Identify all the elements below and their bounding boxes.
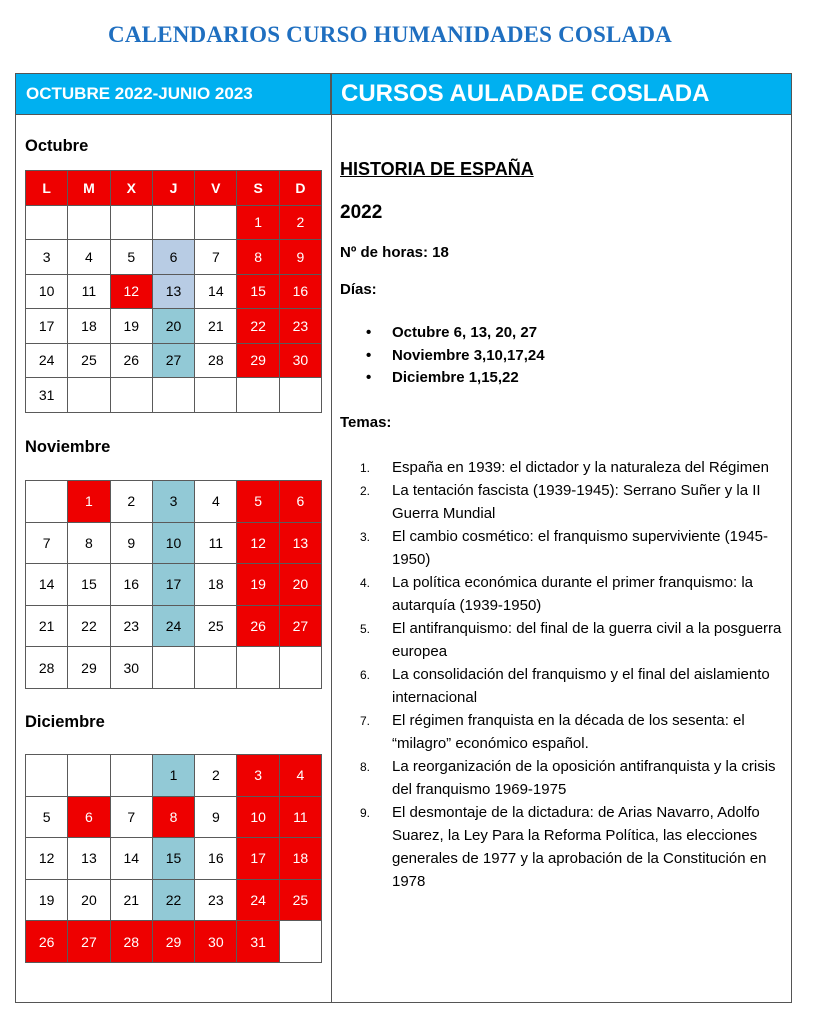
calendar-day: 21 xyxy=(110,879,152,921)
weekday-header: D xyxy=(279,171,321,206)
topic-text: La reorganización de la oposición antifranquista y la crisis del franquismo 1969-1975 xyxy=(392,758,776,798)
calendar-day: 30 xyxy=(110,647,152,689)
topic-item xyxy=(360,801,785,893)
calendar-day: 19 xyxy=(110,309,152,344)
calendar-day: 14 xyxy=(26,564,68,606)
topic-text: El régimen franquista en la década de los sesenta: el “milagro” económico español. xyxy=(392,712,745,752)
calendar-empty-cell xyxy=(110,378,152,413)
calendar-week-row xyxy=(26,309,322,344)
calendar-empty-cell xyxy=(195,647,237,689)
calendar-day: 5 xyxy=(26,796,68,838)
calendar-day: 22 xyxy=(152,879,194,921)
calendar-day: 29 xyxy=(237,343,279,378)
weekday-header: M xyxy=(68,171,110,206)
days-list xyxy=(366,322,545,390)
calendar-day: 28 xyxy=(110,921,152,963)
topic-number: 3. xyxy=(360,530,371,544)
calendar-day: 1 xyxy=(237,205,279,240)
topic-text: El cambio cosmético: el franquismo superviviente (1945-1950) xyxy=(392,528,769,568)
calendar-day: 20 xyxy=(279,564,321,606)
month-title-noviembre: Noviembre xyxy=(25,438,111,456)
calendar-day: 13 xyxy=(152,274,194,309)
topic-item xyxy=(360,571,785,617)
calendar-empty-cell xyxy=(279,921,321,963)
topic-number: 5. xyxy=(360,622,371,636)
calendar-week-row xyxy=(26,274,322,309)
calendar-day: 29 xyxy=(68,647,110,689)
calendar-empty-cell xyxy=(279,378,321,413)
calendar-empty-cell xyxy=(26,755,68,797)
calendar-day: 21 xyxy=(26,605,68,647)
days-label: Días: xyxy=(340,281,377,298)
header-period: OCTUBRE 2022-JUNIO 2023 xyxy=(16,74,331,114)
calendar-day: 26 xyxy=(26,921,68,963)
calendar-day: 15 xyxy=(68,564,110,606)
calendar-day: 10 xyxy=(26,274,68,309)
calendar-day: 15 xyxy=(152,838,194,880)
calendar-day: 2 xyxy=(195,755,237,797)
calendar-day: 3 xyxy=(152,481,194,523)
calendar-day: 10 xyxy=(237,796,279,838)
topic-text: España en 1939: el dictador y la naturaleza del Régimen xyxy=(392,459,769,476)
calendar-week-row xyxy=(26,564,322,606)
calendar-day: 14 xyxy=(195,274,237,309)
calendar-week-row xyxy=(26,879,322,921)
calendar-day: 24 xyxy=(26,343,68,378)
calendar-day: 9 xyxy=(195,796,237,838)
calendar-noviembre xyxy=(25,480,322,689)
calendar-day: 26 xyxy=(110,343,152,378)
calendar-day: 28 xyxy=(195,343,237,378)
calendar-week-row xyxy=(26,240,322,275)
topic-number: 9. xyxy=(360,806,371,820)
calendar-day: 7 xyxy=(195,240,237,275)
course-year: 2022 xyxy=(340,202,383,223)
topic-text: El antifranquismo: del final de la guerra civil a la posguerra europea xyxy=(392,620,782,660)
calendar-week-row xyxy=(26,921,322,963)
calendar-day: 10 xyxy=(152,522,194,564)
calendar-day: 1 xyxy=(152,755,194,797)
topic-number: 8. xyxy=(360,760,371,774)
calendar-day: 15 xyxy=(237,274,279,309)
topics-label: Temas: xyxy=(340,414,392,431)
topic-number: 1. xyxy=(360,461,371,475)
calendar-day: 21 xyxy=(195,309,237,344)
calendar-day: 28 xyxy=(26,647,68,689)
topic-text: La política económica durante el primer franquismo: la autarquía (1939-1950) xyxy=(392,574,754,614)
calendar-day: 11 xyxy=(68,274,110,309)
calendar-day: 4 xyxy=(68,240,110,275)
days-list-item: • Diciembre 1,15,22 xyxy=(366,367,545,390)
weekday-header: X xyxy=(110,171,152,206)
calendar-day: 3 xyxy=(26,240,68,275)
calendar-day: 30 xyxy=(279,343,321,378)
calendar-day: 17 xyxy=(152,564,194,606)
calendar-day: 22 xyxy=(68,605,110,647)
weekday-header: J xyxy=(152,171,194,206)
calendar-empty-cell xyxy=(152,647,194,689)
calendar-day: 7 xyxy=(110,796,152,838)
topic-text: El desmontaje de la dictadura: de Arias Navarro, Adolfo Suarez, la Ley Para la Reforma Política, las elecciones generales de 1977 y la aprobación de la Constitución en 1978 xyxy=(392,804,767,890)
weekday-header: S xyxy=(237,171,279,206)
calendar-day: 19 xyxy=(26,879,68,921)
weekday-header: V xyxy=(195,171,237,206)
calendar-week-row xyxy=(26,378,322,413)
weekday-header: L xyxy=(26,171,68,206)
topic-number: 6. xyxy=(360,668,371,682)
calendar-empty-cell xyxy=(110,755,152,797)
calendar-empty-cell xyxy=(237,647,279,689)
calendar-day: 1 xyxy=(68,481,110,523)
calendar-day: 6 xyxy=(152,240,194,275)
topic-item xyxy=(360,525,785,571)
calendar-day: 30 xyxy=(195,921,237,963)
topic-item xyxy=(360,709,785,755)
calendar-day: 23 xyxy=(279,309,321,344)
calendar-week-row xyxy=(26,481,322,523)
calendar-day: 18 xyxy=(195,564,237,606)
topics-list xyxy=(360,456,785,893)
topic-item xyxy=(360,663,785,709)
calendar-day: 6 xyxy=(68,796,110,838)
calendar-day: 26 xyxy=(237,605,279,647)
topic-item xyxy=(360,479,785,525)
calendar-day: 17 xyxy=(26,309,68,344)
calendar-empty-cell xyxy=(152,205,194,240)
calendar-empty-cell xyxy=(26,205,68,240)
topic-text: La consolidación del franquismo y el final del aislamiento internacional xyxy=(392,666,770,706)
calendar-day: 23 xyxy=(195,879,237,921)
topic-item xyxy=(360,755,785,801)
course-title: HISTORIA DE ESPAÑA xyxy=(340,159,534,179)
document-title: CALENDARIOS CURSO HUMANIDADES COSLADA xyxy=(108,22,672,47)
calendar-empty-cell xyxy=(279,647,321,689)
topic-text: La tentación fascista (1939-1945): Serrano Suñer y la II Guerra Mundial xyxy=(392,482,761,522)
calendar-week-row xyxy=(26,838,322,880)
calendar-day: 29 xyxy=(152,921,194,963)
calendar-day: 25 xyxy=(279,879,321,921)
calendar-day: 9 xyxy=(279,240,321,275)
calendar-day: 23 xyxy=(110,605,152,647)
calendar-day: 31 xyxy=(237,921,279,963)
calendar-day: 13 xyxy=(68,838,110,880)
calendar-day: 20 xyxy=(152,309,194,344)
calendar-day: 18 xyxy=(68,309,110,344)
calendar-day: 17 xyxy=(237,838,279,880)
calendar-day: 2 xyxy=(279,205,321,240)
calendar-day: 27 xyxy=(68,921,110,963)
calendar-day: 19 xyxy=(237,564,279,606)
calendar-empty-cell xyxy=(152,378,194,413)
calendar-day: 31 xyxy=(26,378,68,413)
calendar-day: 11 xyxy=(195,522,237,564)
calendar-day: 7 xyxy=(26,522,68,564)
calendar-day: 2 xyxy=(110,481,152,523)
topic-item xyxy=(360,617,785,663)
calendar-day: 25 xyxy=(68,343,110,378)
calendar-empty-cell xyxy=(195,378,237,413)
calendar-diciembre xyxy=(25,754,322,963)
topic-item xyxy=(360,456,785,479)
header-course-provider: CURSOS AULADADE COSLADA xyxy=(331,74,791,114)
days-list-item: • Noviembre 3,10,17,24 xyxy=(366,345,545,368)
calendar-day: 5 xyxy=(237,481,279,523)
calendar-day: 16 xyxy=(195,838,237,880)
calendar-day: 13 xyxy=(279,522,321,564)
calendar-day: 8 xyxy=(68,522,110,564)
calendar-day: 6 xyxy=(279,481,321,523)
calendar-day: 18 xyxy=(279,838,321,880)
calendar-empty-cell xyxy=(237,378,279,413)
calendar-day: 12 xyxy=(237,522,279,564)
calendar-week-row xyxy=(26,605,322,647)
header-divider xyxy=(16,114,791,115)
calendar-day: 12 xyxy=(110,274,152,309)
month-title-diciembre: Diciembre xyxy=(25,713,105,731)
calendar-day: 11 xyxy=(279,796,321,838)
topic-number: 7. xyxy=(360,714,371,728)
calendar-day: 3 xyxy=(237,755,279,797)
calendar-empty-cell xyxy=(110,205,152,240)
days-list-item: • Octubre 6, 13, 20, 27 xyxy=(366,322,545,345)
calendar-day: 4 xyxy=(195,481,237,523)
course-hours: Nº de horas: 18 xyxy=(340,244,449,261)
calendar-week-row xyxy=(26,343,322,378)
calendar-day: 25 xyxy=(195,605,237,647)
calendar-week-row xyxy=(26,205,322,240)
calendar-day: 22 xyxy=(237,309,279,344)
calendar-week-row xyxy=(26,755,322,797)
calendar-day: 24 xyxy=(237,879,279,921)
calendar-day: 5 xyxy=(110,240,152,275)
calendar-day: 20 xyxy=(68,879,110,921)
calendar-octubre xyxy=(25,170,322,413)
calendar-day: 12 xyxy=(26,838,68,880)
calendar-day: 8 xyxy=(237,240,279,275)
calendar-day: 27 xyxy=(279,605,321,647)
calendar-day: 8 xyxy=(152,796,194,838)
column-divider xyxy=(331,74,332,1002)
calendar-empty-cell xyxy=(195,205,237,240)
calendar-day: 16 xyxy=(279,274,321,309)
calendar-day: 9 xyxy=(110,522,152,564)
calendar-empty-cell xyxy=(68,378,110,413)
calendar-week-row xyxy=(26,647,322,689)
calendar-empty-cell xyxy=(68,755,110,797)
topic-number: 4. xyxy=(360,576,371,590)
calendar-day: 4 xyxy=(279,755,321,797)
calendar-day: 16 xyxy=(110,564,152,606)
calendar-day: 24 xyxy=(152,605,194,647)
calendar-week-row xyxy=(26,522,322,564)
calendar-week-row xyxy=(26,796,322,838)
calendar-empty-cell xyxy=(68,205,110,240)
calendar-day: 14 xyxy=(110,838,152,880)
calendar-day: 27 xyxy=(152,343,194,378)
month-title-octubre: Octubre xyxy=(25,137,89,155)
calendar-empty-cell xyxy=(26,481,68,523)
topic-number: 2. xyxy=(360,484,371,498)
